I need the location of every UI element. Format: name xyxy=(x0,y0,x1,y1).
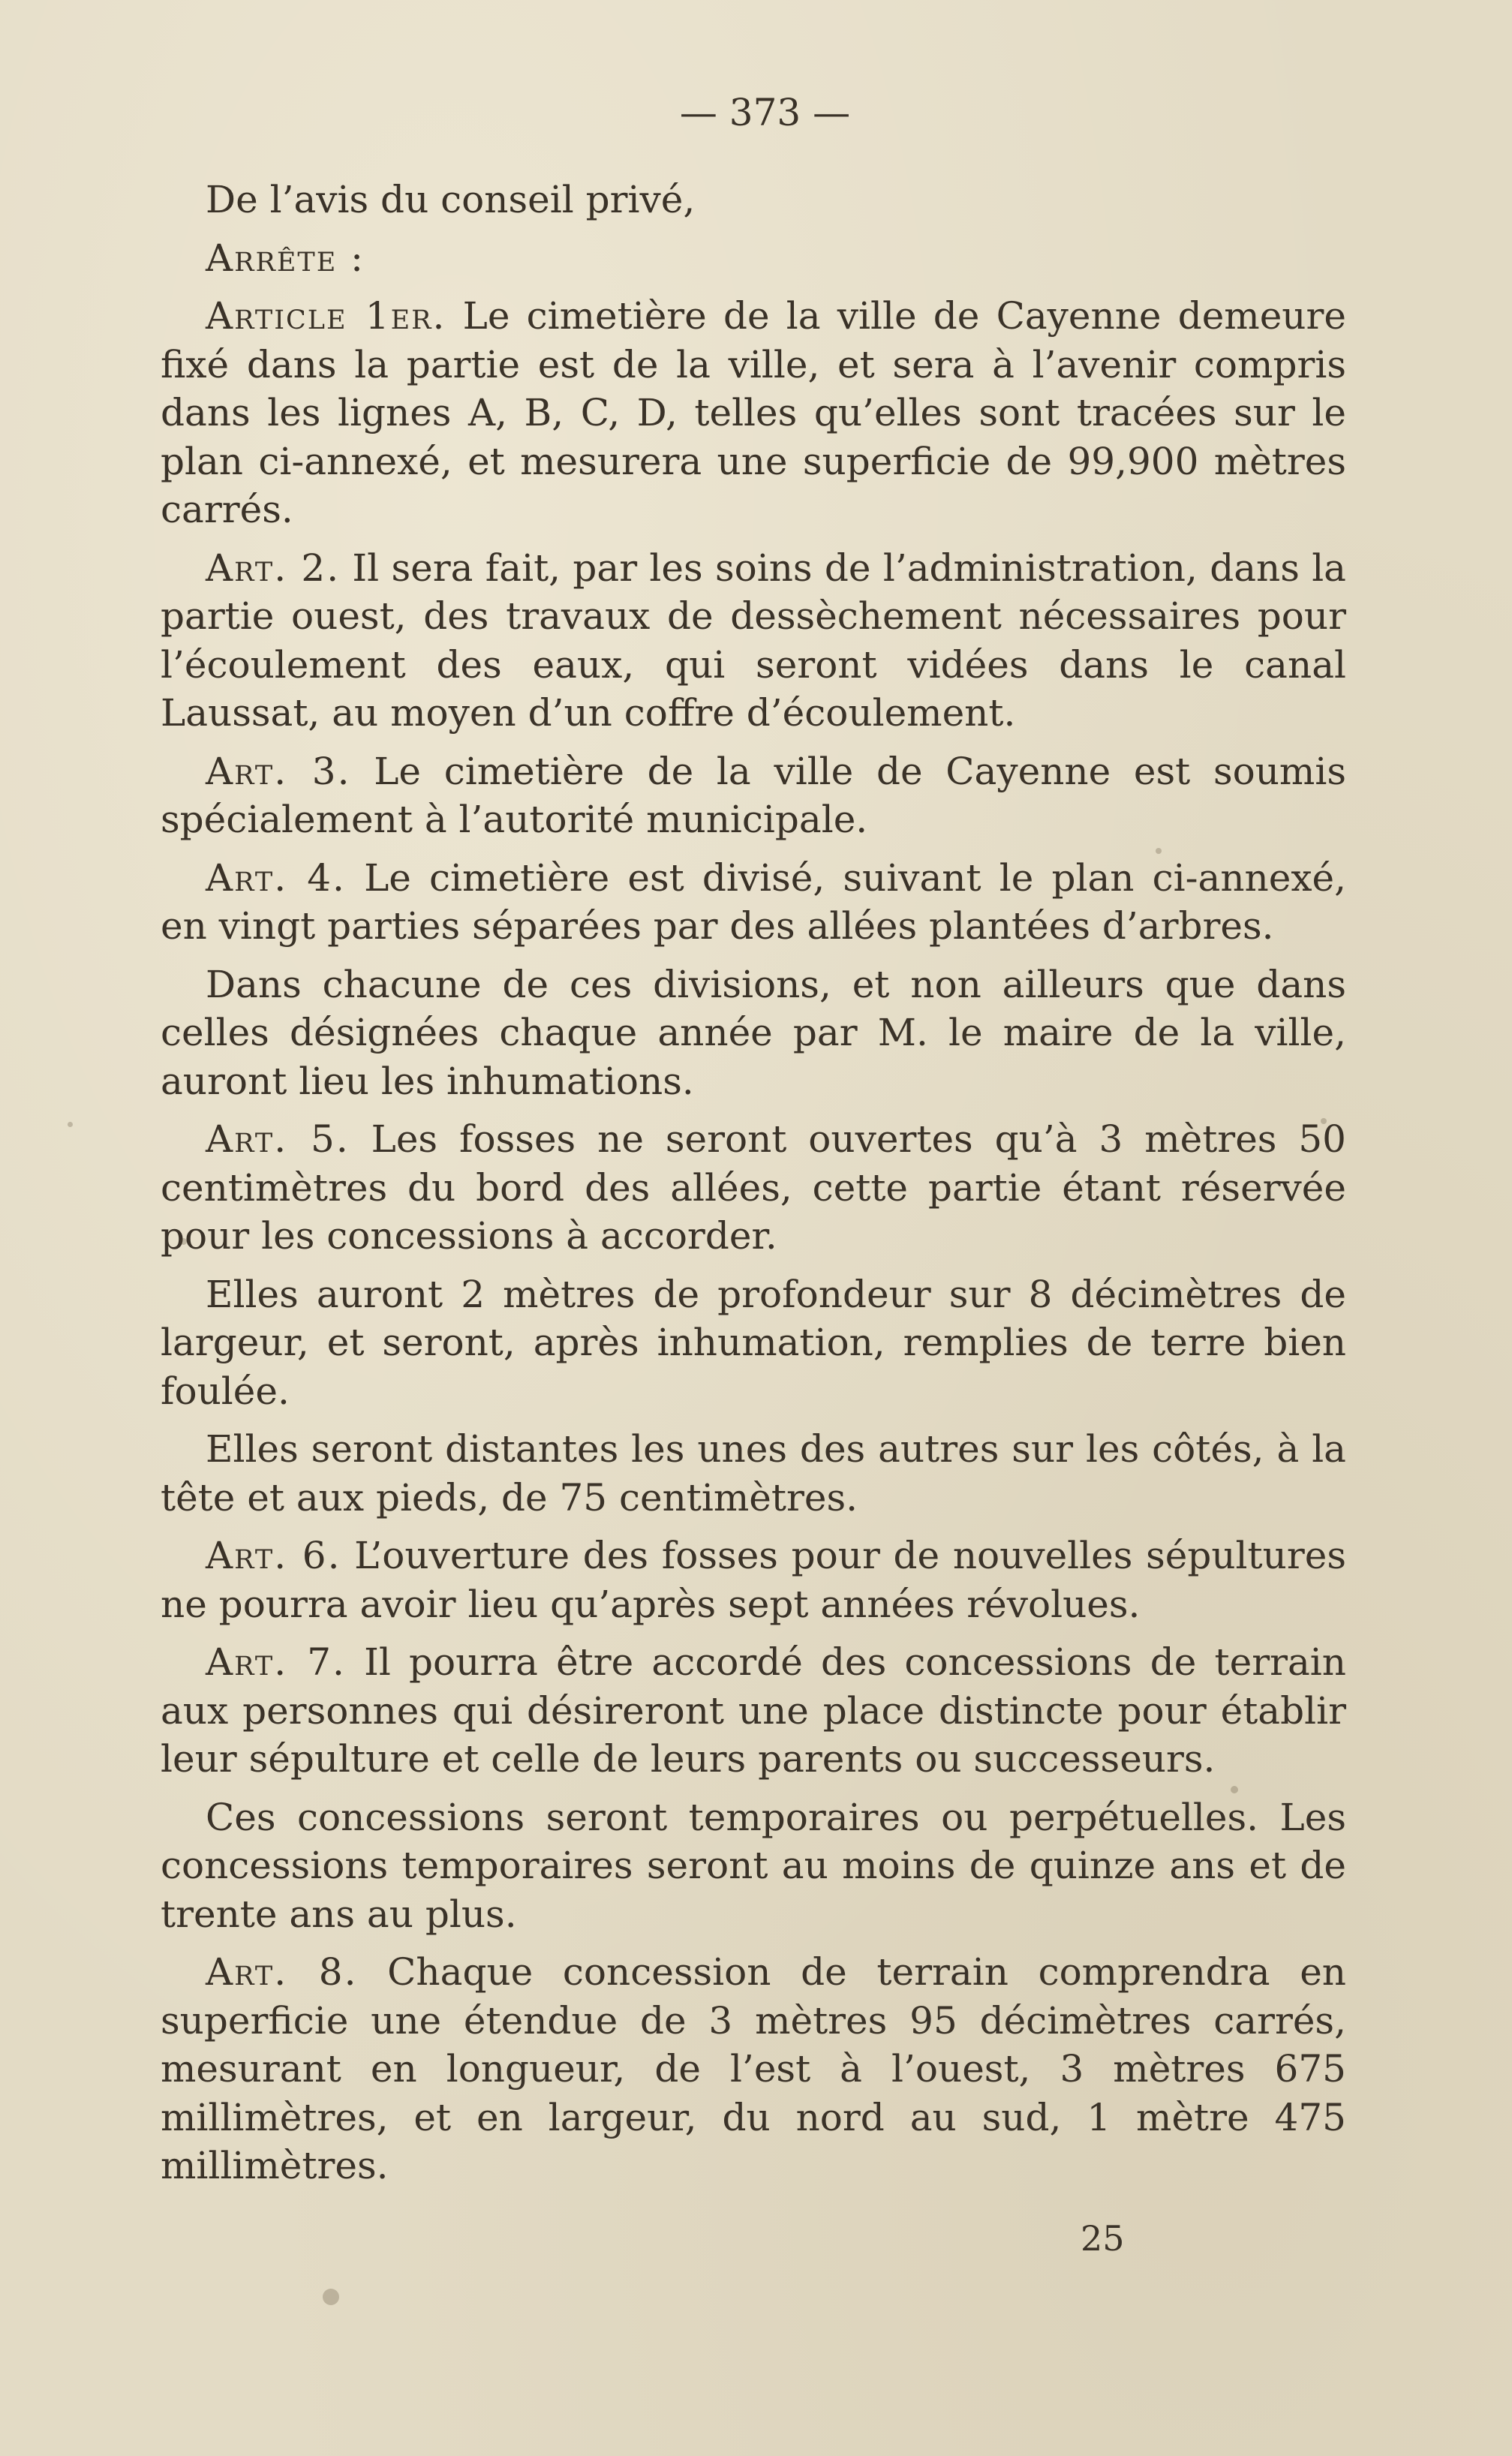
article-1 xyxy=(161,292,1346,534)
preamble-text: De l’avis du conseil privé, xyxy=(206,178,696,221)
paragraph-text: Ces concessions seront temporaires ou perpétuelles. Les concessions temporaires seront au moins de quinze ans et de trente ans au plus. xyxy=(161,1795,1346,1936)
article-2 xyxy=(161,544,1346,738)
paper-speck xyxy=(180,1238,187,1245)
article-5 xyxy=(161,1115,1346,1261)
paragraph-text: Elles seront distantes les unes des autres sur les côtés, à la tête et aux pieds, de 75 centimètres. xyxy=(161,1427,1346,1520)
article-label: Art. 3. xyxy=(206,749,351,793)
article-label: Art. 8. xyxy=(206,1950,358,1994)
article-6 xyxy=(161,1532,1346,1628)
article-8 xyxy=(161,1948,1346,2190)
article-label: Art. 6. xyxy=(206,1534,341,1577)
signature-mark-text: 25 xyxy=(1081,2218,1125,2259)
article-5-paragraph-1 xyxy=(161,1270,1346,1416)
page-number-text: — 373 — xyxy=(679,91,851,134)
article-5-paragraph-2 xyxy=(161,1425,1346,1522)
article-text: Les fosses ne seront ouvertes qu’à 3 mètres 50 centimètres du bord des allées, cette partie étant réservée pour les concessions à accorder. xyxy=(161,1117,1346,1258)
article-text: Le cimetière est divisé, suivant le plan ci-annexé, en vingt parties séparées par des allées plantées d’arbres. xyxy=(161,855,1347,948)
page-number xyxy=(0,89,1512,137)
article-7-paragraph xyxy=(161,1793,1346,1939)
article-text: Il pourra être accordé des concessions de terrain aux personnes qui désireront une place distincte pour établir leur sépulture et celle de leurs parents ou successeurs. xyxy=(161,1640,1346,1781)
decree-heading xyxy=(161,234,1346,283)
signature-mark xyxy=(1081,2218,1125,2259)
paragraph-text: Dans chacune de ces divisions, et non ailleurs que dans celles désignées chaque année par M. le maire de la ville, auront lieu les inhumations. xyxy=(161,962,1346,1103)
article-text: Le cimetière de la ville de Cayenne est soumis spécialement à l’autorité municipale. xyxy=(161,749,1346,841)
article-label: Art. 2. xyxy=(206,546,341,590)
paper-speck xyxy=(68,1122,73,1127)
preamble-line xyxy=(161,176,1346,224)
paper-speck xyxy=(323,2289,339,2305)
article-label: Art. 7. xyxy=(206,1640,346,1684)
article-3 xyxy=(161,747,1346,844)
article-4 xyxy=(161,854,1346,951)
article-text: Le cimetière de la ville de Cayenne demeure fixé dans la partie est de la ville, et sera à l’avenir compris dans les lignes A, B, C, D, telles qu’elles sont tracées sur le plan ci-annexé, et mesurera une superficie de 99,900 mètres carrés. xyxy=(161,294,1346,531)
article-text: Chaque concession de terrain comprendra en superficie une étendue de 3 mètres 95 décimètres carrés, mesurant en longueur, de l’est à l’ouest, 3 mètres 675 millimètres, et en largeur, du nord au sud, 1 mètre 475 millimètres. xyxy=(161,1950,1346,2187)
article-label: Article 1er. xyxy=(206,294,446,338)
article-text: Il sera fait, par les soins de l’administration, dans la partie ouest, des travaux de dessèchement nécessaires pour l’écoulement des eaux, qui seront vidées dans le canal Laussat, au moyen d’un coffre d’écoulement. xyxy=(161,546,1346,735)
article-7 xyxy=(161,1638,1346,1784)
article-label: Art. 5. xyxy=(206,1117,350,1161)
paper-speck xyxy=(1156,848,1162,854)
document-body xyxy=(161,176,1346,2190)
article-label: Art. 4. xyxy=(206,855,346,900)
decree-heading-text: Arrête : xyxy=(206,236,365,280)
article-text: L’ouverture des fosses pour de nouvelles sépultures ne pourra avoir lieu qu’après sept années révolues. xyxy=(161,1534,1346,1626)
paragraph-text: Elles auront 2 mètres de profondeur sur 8 décimètres de largeur, et seront, après inhumation, remplies de terre bien foulée. xyxy=(161,1272,1346,1413)
paper-speck xyxy=(1231,1786,1238,1793)
article-4-paragraph xyxy=(161,960,1346,1106)
paper-speck xyxy=(1321,1118,1327,1124)
